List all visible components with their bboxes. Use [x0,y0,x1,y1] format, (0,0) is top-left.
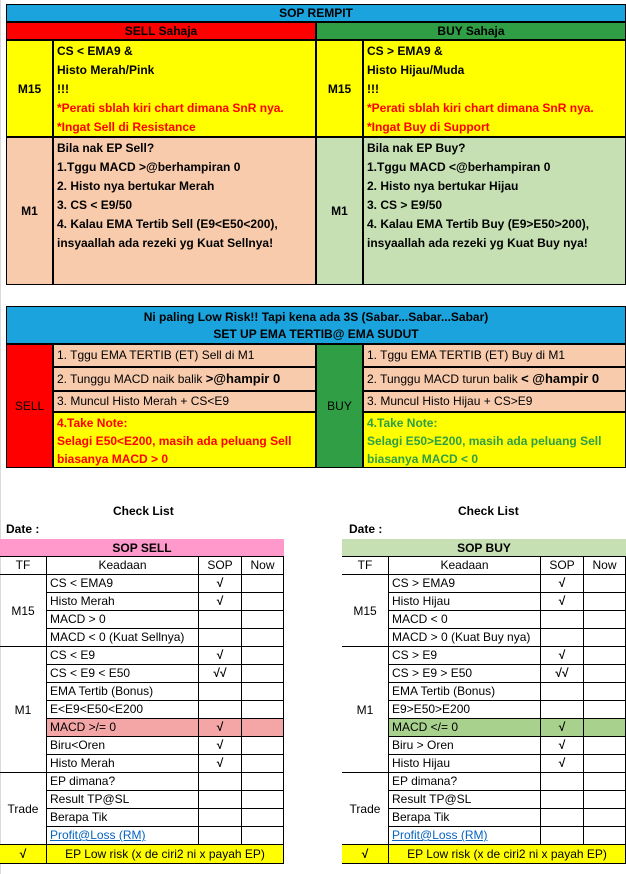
row-sop-check [198,827,241,845]
row-now-cell[interactable] [583,827,626,845]
footer-check: √ [342,845,388,864]
row-now-cell[interactable] [583,719,626,737]
row-condition: EMA Tertib (Bonus) [46,683,198,701]
m1-label-sell: M1 [6,137,53,285]
sell-setup-step2-target: >@hampir 0 [205,371,281,386]
row-now-cell[interactable] [241,719,284,737]
sell-m15-line: CS < EMA9 & [57,44,133,58]
sell-setup-label: SELL [6,344,53,468]
buy-m15-line: !!! [367,82,379,96]
row-sop-check [540,701,583,719]
row-now-cell[interactable] [583,647,626,665]
row-condition: Profit@Loss (RM) [46,827,198,845]
sell-m1-line: 1.Tggu MACD >@berhampiran 0 [57,160,241,174]
setup-line2: SET UP EMA TERTIB@ EMA SUDUT [213,327,419,341]
buy-m1-conditions [363,137,626,285]
sell-m1-conditions [53,137,316,285]
sop-buy-table [342,539,626,864]
sell-m1-line: Bila nak EP Sell? [57,141,155,155]
row-condition: CS < E9 [46,647,198,665]
buy-m15-note: *Perati sblah kiri chart dimana SnR nya. [367,101,594,115]
tf-trade: Trade [0,773,46,845]
row-now-cell[interactable] [241,629,284,647]
sell-m15-conditions [53,40,316,137]
row-condition: Biru<Oren [46,737,198,755]
col-sop: SOP [198,557,241,575]
row-now-cell[interactable] [241,647,284,665]
row-condition: E9>E50>E200 [388,701,540,719]
row-now-cell[interactable] [583,773,626,791]
sell-note-line: biasanya MACD > 0 [57,452,169,466]
row-condition: EP dimana? [388,773,540,791]
col-now: Now [583,557,626,575]
row-condition: EMA Tertib (Bonus) [388,683,540,701]
sell-m15-note: *Ingat Sell di Resistance [57,120,196,134]
sell-m1-line: 4. Kalau EMA Tertib Sell (E9<E50<200), [57,217,278,231]
row-condition: Histo Merah [46,593,198,611]
row-sop-check: √ [198,575,241,593]
row-condition: CS > EMA9 [388,575,540,593]
sell-note-line: 4.Take Note: [57,416,128,430]
row-condition: CS > E9 > E50 [388,665,540,683]
row-sop-check [198,629,241,647]
row-condition: CS < E9 < E50 [46,665,198,683]
row-now-cell[interactable] [241,683,284,701]
row-sop-check [198,701,241,719]
row-now-cell[interactable] [583,575,626,593]
footer-text: EP Low risk (x de ciri2 ni x payah EP) [46,845,284,864]
row-sop-check [540,629,583,647]
sell-note [53,412,316,468]
m15-label-buy: M15 [316,40,363,137]
setup-line1: Ni paling Low Risk!! Tapi kena ada 3S (Sabar...Sabar...Sabar) [143,310,489,324]
row-condition: MACD </= 0 [388,719,540,737]
buy-m1-line: insyaallah ada rezeki yg Kuat Buy nya! [367,236,588,250]
row-now-cell[interactable] [583,791,626,809]
buy-m1-line: 4. Kalau EMA Tertib Buy (E9>E50>200), [367,217,590,231]
row-condition: Biru > Oren [388,737,540,755]
row-sop-check [198,773,241,791]
buy-note-line: Selagi E50>E200, masih ada peluang Sell [367,434,602,448]
row-sop-check: √ [540,737,583,755]
row-sop-check: √√ [198,665,241,683]
row-now-cell[interactable] [241,575,284,593]
row-now-cell[interactable] [241,665,284,683]
sell-m15-note: *Perati sblah kiri chart dimana SnR nya. [57,101,284,115]
buy-setup-step3: 3. Muncul Histo Hijau + CS>E9 [363,391,626,412]
col-sop: SOP [540,557,583,575]
row-condition: Result TP@SL [388,791,540,809]
row-sop-check [540,773,583,791]
tf-m15: M15 [342,575,388,647]
row-sop-check [540,611,583,629]
tf-trade: Trade [342,773,388,845]
row-now-cell[interactable] [241,809,284,827]
row-now-cell[interactable] [583,593,626,611]
sell-m15-line: Histo Merah/Pink [57,63,155,77]
row-now-cell[interactable] [583,629,626,647]
row-sop-check: √√ [540,665,583,683]
date-label-sell: Date : [6,522,40,536]
row-now-cell[interactable] [583,809,626,827]
row-condition: Result TP@SL [46,791,198,809]
row-now-cell[interactable] [583,701,626,719]
row-sop-check [540,827,583,845]
row-now-cell[interactable] [241,755,284,773]
row-sop-check: √ [540,575,583,593]
buy-setup-step1: 1. Tggu EMA TERTIB (ET) Buy di M1 [363,344,626,367]
col-keadaan: Keadaan [388,557,540,575]
row-sop-check [198,683,241,701]
row-sop-check [198,611,241,629]
buy-m15-conditions [363,40,626,137]
row-now-cell[interactable] [583,665,626,683]
buy-header: BUY Sahaja [316,22,626,40]
buy-m15-line: CS > EMA9 & [367,44,443,58]
sell-m1-line: 2. Histo nya bertukar Merah [57,179,215,193]
setup-header [6,306,626,344]
row-condition: MACD >/= 0 [46,719,198,737]
row-condition: Histo Hijau [388,755,540,773]
buy-setup-step2-target: < @hampir 0 [521,371,600,386]
row-condition: CS < EMA9 [46,575,198,593]
sell-note-line: Selagi E50<E200, masih ada peluang Sell [57,434,292,448]
buy-m15-line: Histo Hijau/Muda [367,63,465,77]
sop-buy-title: SOP BUY [342,539,626,557]
row-condition: MACD < 0 [388,611,540,629]
sop-sell-title: SOP SELL [0,539,284,557]
row-sop-check [540,791,583,809]
buy-m1-line: 3. CS > E9/50 [367,198,443,212]
row-sop-check [198,809,241,827]
row-sop-check: √ [540,593,583,611]
row-condition: CS > E9 [388,647,540,665]
row-condition: EP dimana? [46,773,198,791]
row-sop-check: √ [198,719,241,737]
row-condition: E<E9<E50<E200 [46,701,198,719]
col-tf: TF [0,557,46,575]
row-sop-check: √ [540,755,583,773]
footer-text: EP Low risk (x de ciri2 ni x payah EP) [388,845,626,864]
row-sop-check [540,809,583,827]
row-condition: Histo Hijau [388,593,540,611]
tf-m1: M1 [0,647,46,773]
row-now-cell[interactable] [241,737,284,755]
m15-label-sell: M15 [6,40,53,137]
row-condition: MACD > 0 (Kuat Buy nya) [388,629,540,647]
page-title: SOP REMPIT [6,4,626,22]
buy-note-line: biasanya MACD < 0 [367,452,479,466]
row-now-cell[interactable] [583,755,626,773]
row-now-cell[interactable] [241,701,284,719]
sell-setup-step3: 3. Muncul Histo Merah + CS<E9 [53,391,316,412]
buy-setup-step2 [363,367,626,391]
row-sop-check: √ [540,647,583,665]
buy-setup-label: BUY [316,344,363,468]
checklist-title-buy: Check List [458,504,519,518]
footer-check: √ [0,845,46,864]
row-now-cell[interactable] [241,593,284,611]
row-condition: Berapa Tik [46,809,198,827]
row-condition: MACD < 0 (Kuat Sellnya) [46,629,198,647]
row-sop-check: √ [198,593,241,611]
row-now-cell[interactable] [241,773,284,791]
row-condition: Histo Merah [46,755,198,773]
row-sop-check [540,683,583,701]
row-sop-check [198,791,241,809]
buy-note [363,412,626,468]
sell-header: SELL Sahaja [6,22,316,40]
row-sop-check: √ [198,755,241,773]
tf-m1: M1 [342,647,388,773]
col-now: Now [241,557,284,575]
buy-m1-line: Bila nak EP Buy? [367,141,466,155]
tf-m15: M15 [0,575,46,647]
m1-label-buy: M1 [316,137,363,285]
row-now-cell[interactable] [583,611,626,629]
date-label-buy: Date : [349,522,383,536]
sell-m1-line: 3. CS < E9/50 [57,198,133,212]
buy-m1-line: 1.Tggu MACD <@berhampiran 0 [367,160,551,174]
checklist-title-sell: Check List [113,504,174,518]
row-sop-check: √ [540,719,583,737]
row-now-cell[interactable] [241,791,284,809]
buy-m15-note: *Ingat Buy di Support [367,120,490,134]
sell-m1-line: insyaallah ada rezeki yg Kuat Sellnya! [57,236,274,250]
buy-note-line: 4.Take Note: [367,416,438,430]
buy-setup-step2-text: 2. Tunggu MACD turun balik [367,372,518,386]
sop-sell-table [0,539,284,864]
sell-setup-step1: 1. Tggu EMA TERTIB (ET) Sell di M1 [53,344,316,367]
col-keadaan: Keadaan [46,557,198,575]
buy-m1-line: 2. Histo nya bertukar Hijau [367,179,519,193]
row-sop-check: √ [198,737,241,755]
col-tf: TF [342,557,388,575]
row-now-cell[interactable] [583,737,626,755]
row-condition: MACD > 0 [46,611,198,629]
row-sop-check: √ [198,647,241,665]
row-now-cell[interactable] [583,683,626,701]
row-condition: Berapa Tik [388,809,540,827]
row-now-cell[interactable] [241,611,284,629]
sell-setup-step2-text: 2. Tunggu MACD naik balik [57,372,203,386]
sell-setup-step2 [53,367,316,391]
row-condition: Profit@Loss (RM) [388,827,540,845]
row-now-cell[interactable] [241,827,284,845]
sell-m15-line: !!! [57,82,69,96]
